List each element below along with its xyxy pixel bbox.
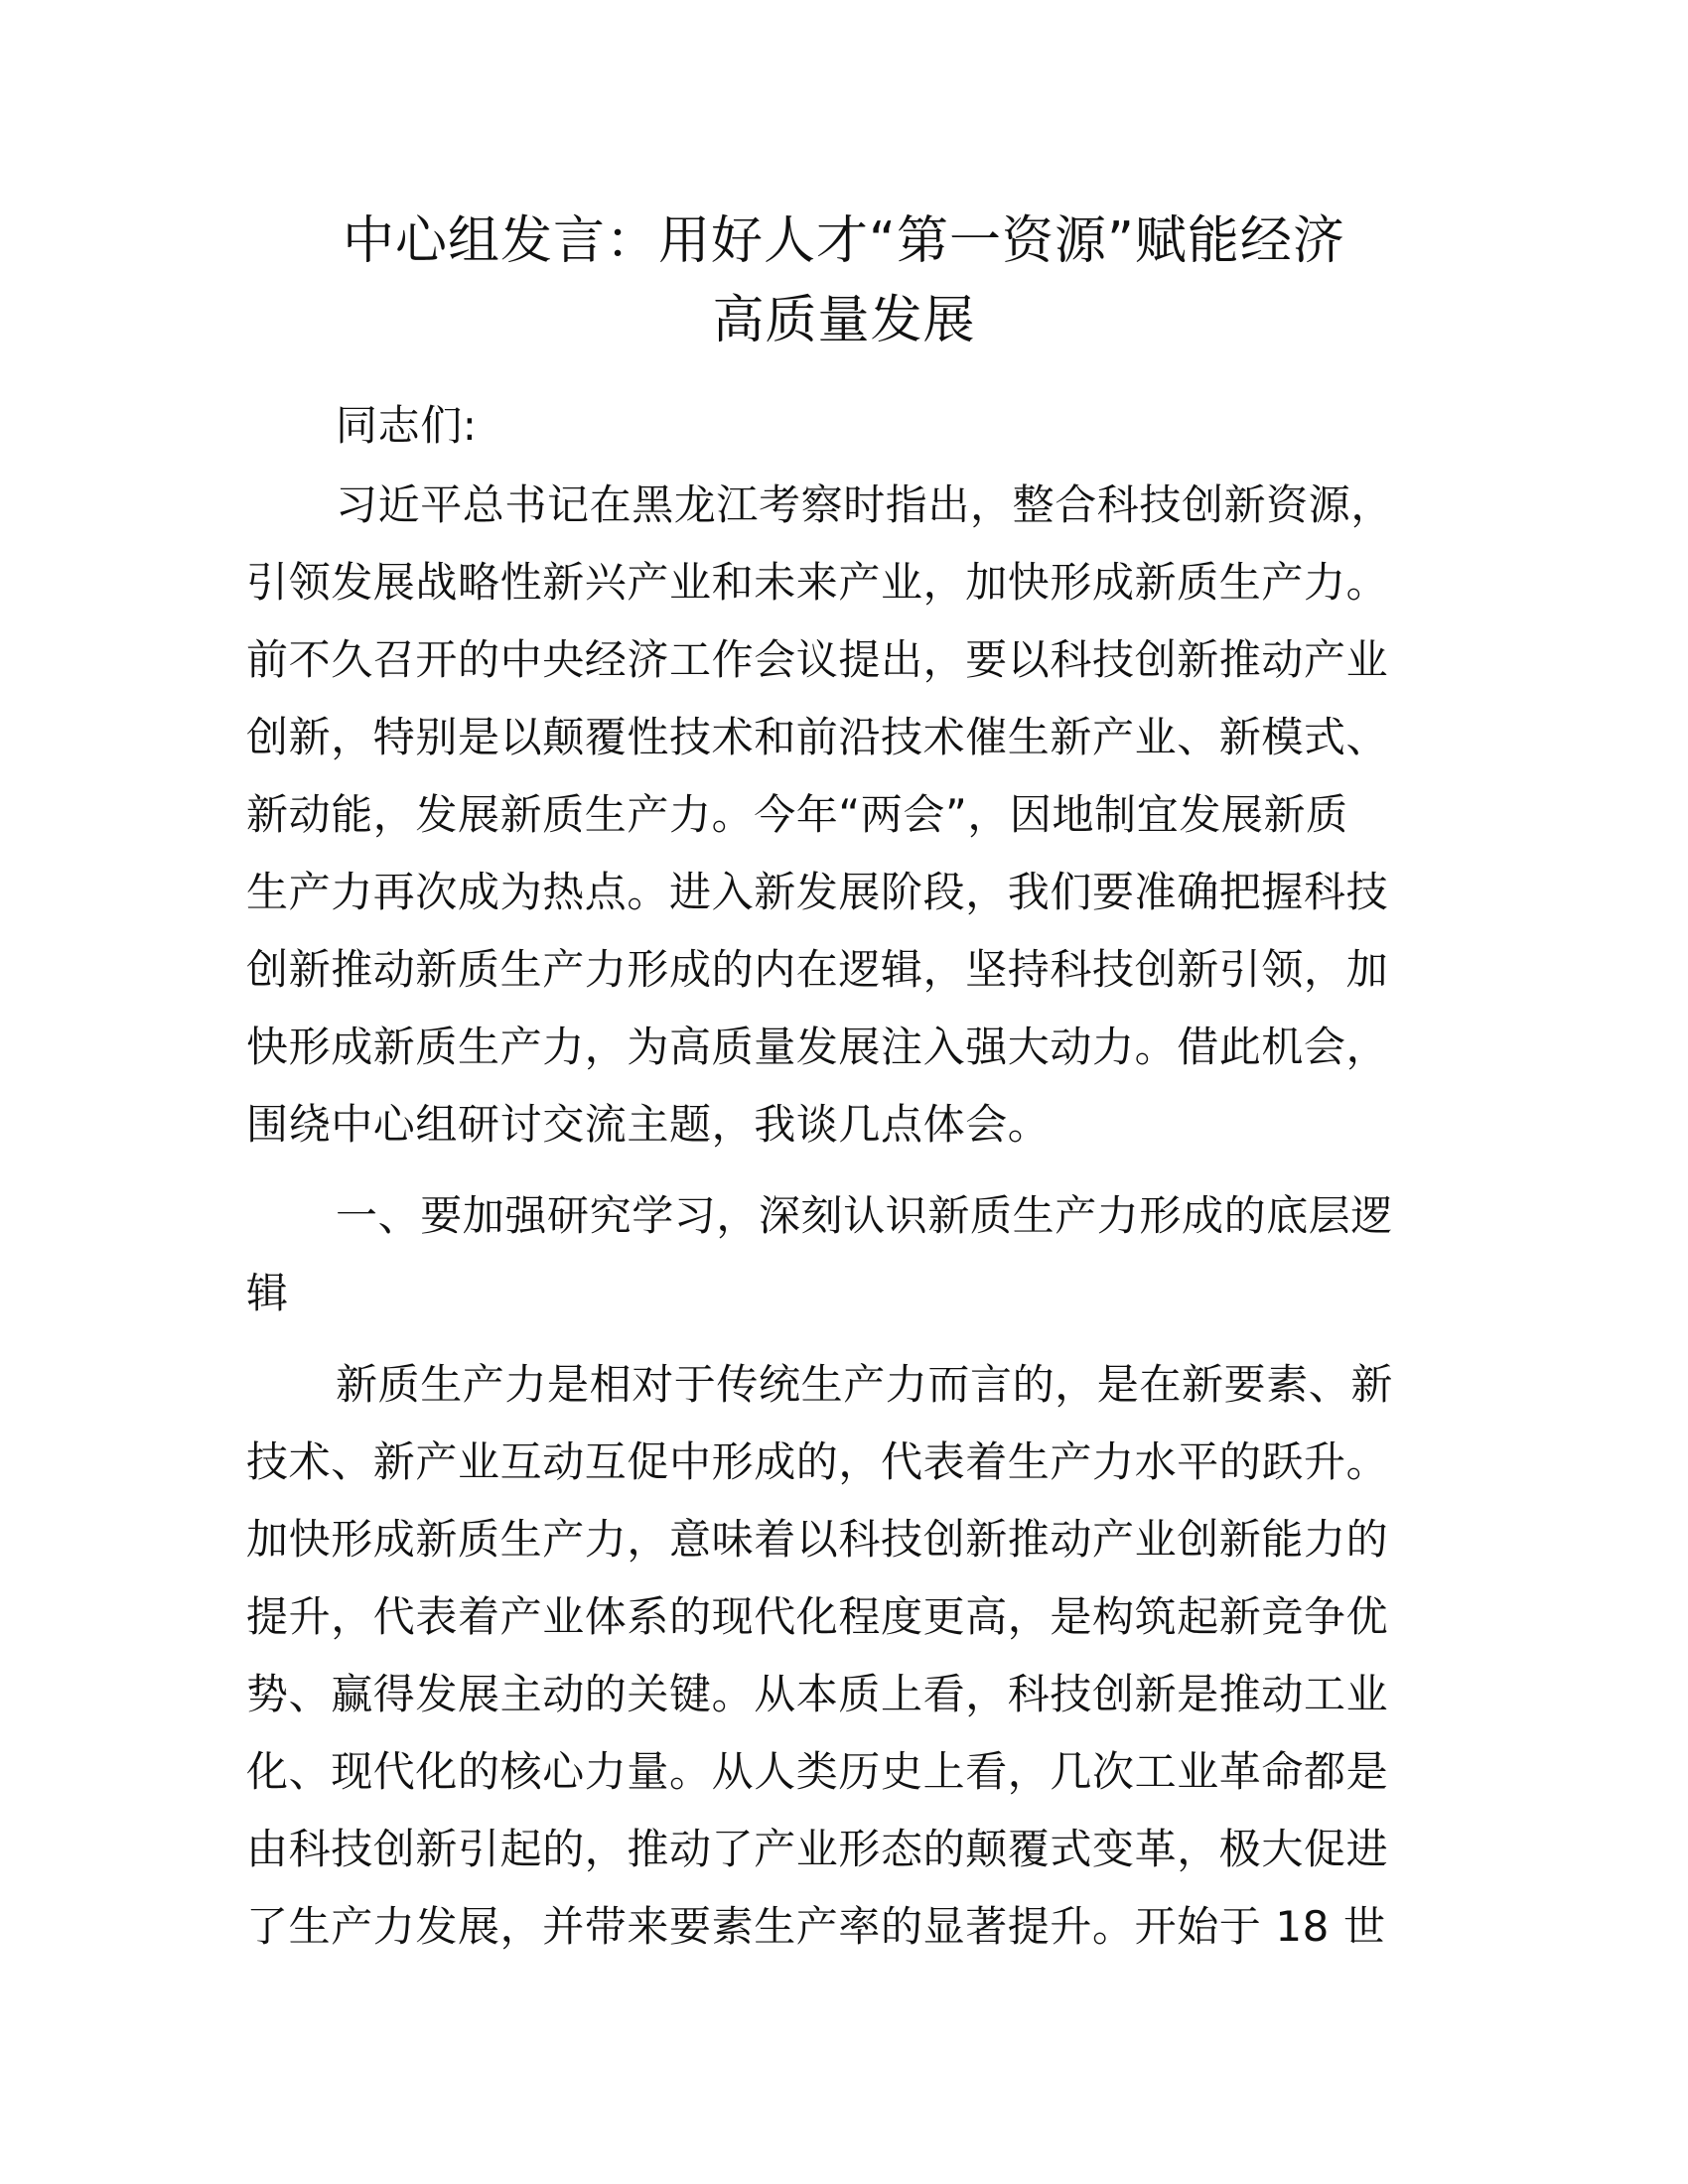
paragraph-line: 创新，特别是以颠覆性技术和前沿技术催生新产业、新模式、: [246, 713, 1389, 761]
paragraph-line: 引领发展战略性新兴产业和未来产业，加快形成新质生产力。: [246, 558, 1389, 607]
paragraph-line: 生产力再次成为热点。进入新发展阶段，我们要准确把握科技: [246, 868, 1389, 916]
paragraph-line: 围绕中心组研讨交流主题，我谈几点体会。: [246, 1100, 1051, 1149]
paragraph-line: 提升，代表着产业体系的现代化程度更高，是构筑起新竞争优: [246, 1592, 1389, 1641]
salutation: 同志们:: [336, 401, 478, 450]
document-title-line-1: 中心组发言：用好人才“第一资源”赋能经济: [343, 211, 1345, 271]
section-heading-line: 辑: [246, 1269, 289, 1317]
paragraph-line: 化、现代化的核心力量。从人类历史上看，几次工业革命都是: [246, 1747, 1389, 1796]
paragraph-line: 由科技创新引起的，推动了产业形态的颠覆式变革，极大促进: [246, 1825, 1389, 1873]
paragraph-line: 势、赢得发展主动的关键。从本质上看，科技创新是推动工业: [246, 1670, 1389, 1718]
document-title-line-2: 高质量发展: [712, 291, 976, 350]
paragraph-line: 习近平总书记在黑龙江考察时指出，整合科技创新资源，: [336, 480, 1394, 529]
paragraph-line: 快形成新质生产力，为高质量发展注入强大动力。借此机会，: [246, 1023, 1389, 1071]
paragraph-line: 创新推动新质生产力形成的内在逻辑，坚持科技创新引领，加: [246, 945, 1389, 994]
paragraph-line: 新动能，发展新质生产力。今年“两会”，因地制宜发展新质: [246, 790, 1348, 839]
paragraph-line: 新质生产力是相对于传统生产力而言的，是在新要素、新: [336, 1360, 1394, 1409]
paragraph-line: 加快形成新质生产力，意味着以科技创新推动产业创新能力的: [246, 1515, 1389, 1564]
paragraph-line: 了生产力发展，并带来要素生产率的显著提升。开始于 18 世: [246, 1902, 1386, 1951]
section-heading-line: 一、要加强研究学习，深刻认识新质生产力形成的底层逻: [336, 1191, 1394, 1240]
paragraph-line: 技术、新产业互动互促中形成的，代表着生产力水平的跃升。: [246, 1437, 1389, 1486]
paragraph-line: 前不久召开的中央经济工作会议提出，要以科技创新推动产业: [246, 635, 1389, 684]
